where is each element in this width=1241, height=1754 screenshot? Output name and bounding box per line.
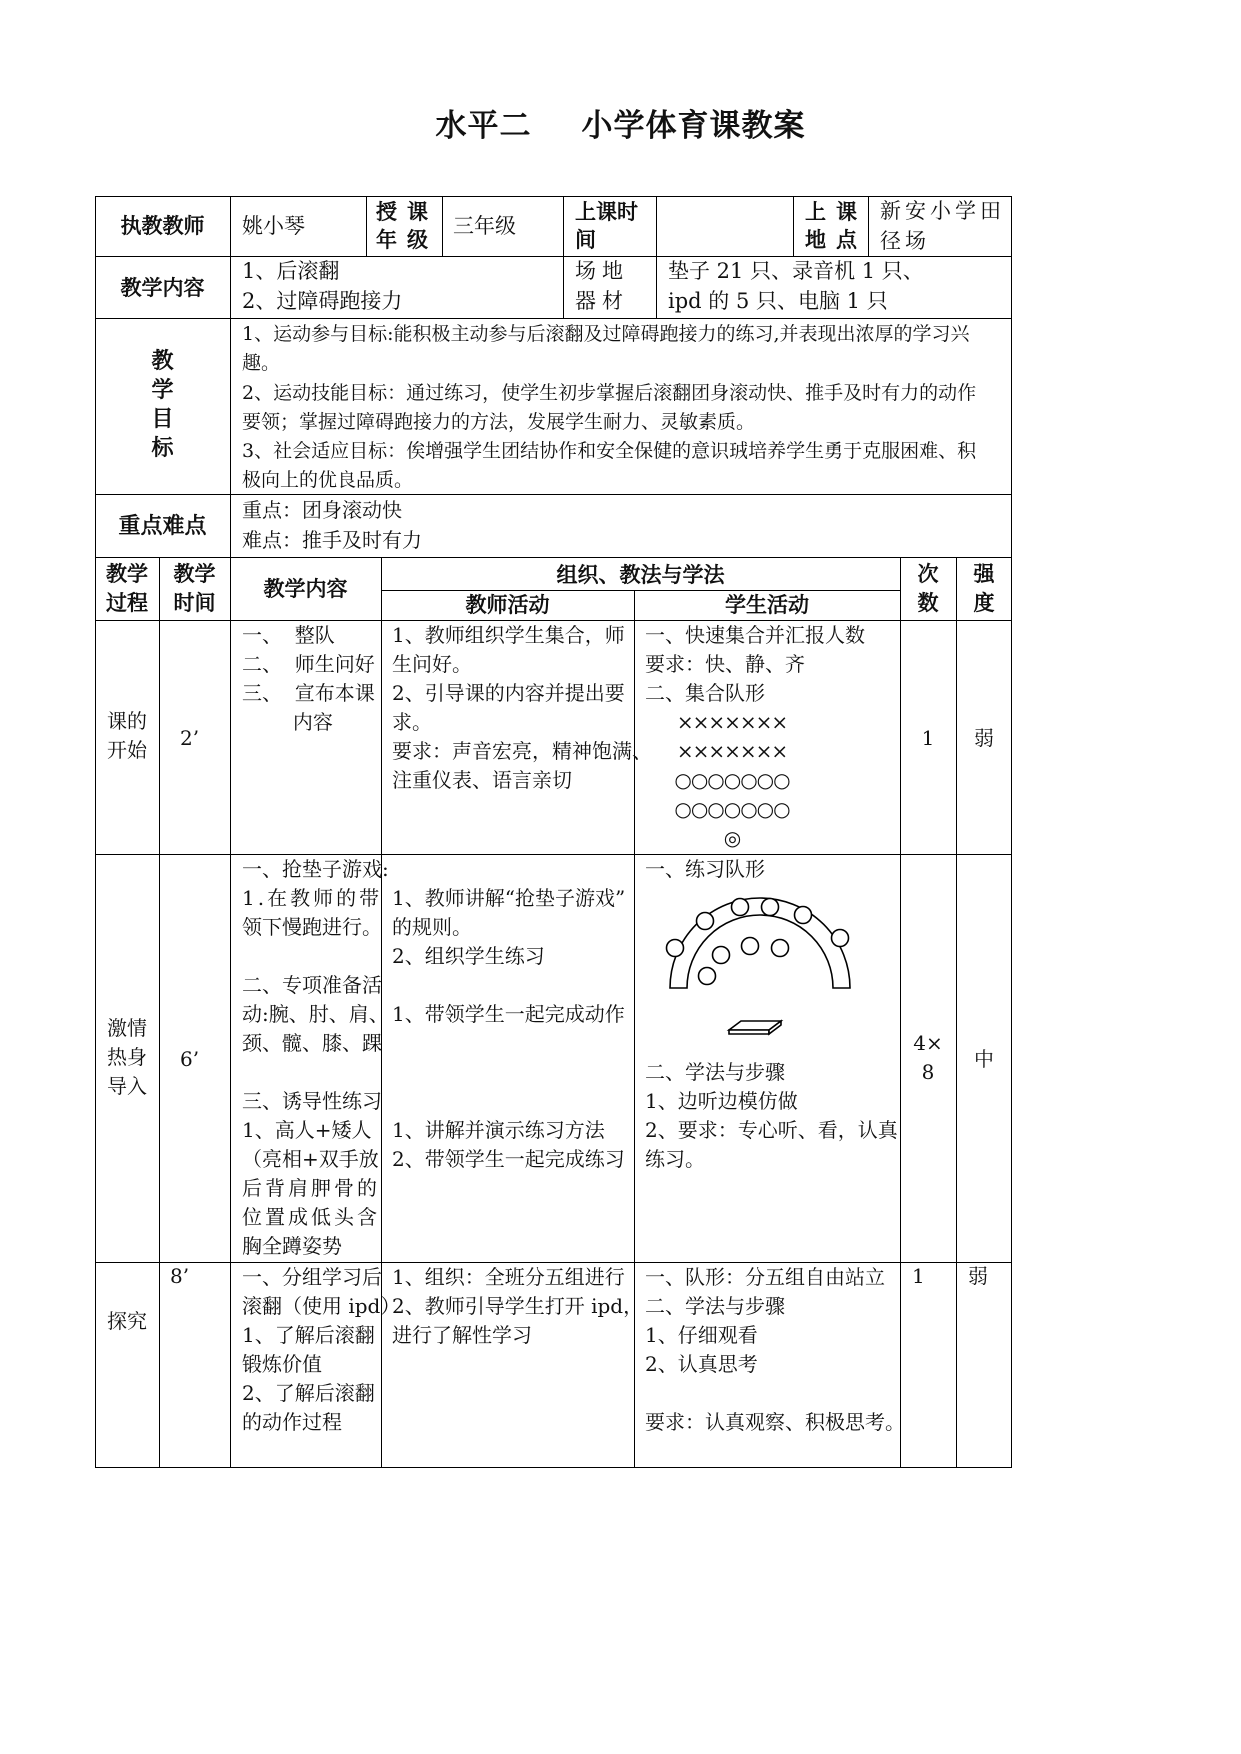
formation-diagram — [662, 708, 802, 853]
mat-side — [729, 1030, 769, 1034]
title-level: 水平二 — [435, 108, 532, 144]
col-divider — [868, 196, 869, 256]
header-time — [159, 560, 230, 618]
row2-content-line: （亮相+双手放 — [242, 1147, 379, 1171]
col-divider — [793, 196, 794, 256]
row1-student-line: 要求：快、静、齐 — [645, 652, 805, 676]
row3-time: 8’ — [170, 1264, 190, 1288]
col-divider — [230, 196, 231, 557]
formation-row-o: ○○○○○○○ — [674, 768, 790, 792]
key-line: 难点：推手及时有力 — [242, 528, 422, 552]
row2-intensity: 中 — [974, 1047, 994, 1071]
row1-teacher-line: 1、教师组织学生集合，师 — [392, 623, 625, 647]
row3-content-line: 滚翻（使用 ipd） — [242, 1294, 401, 1318]
row2-student-line: 1、边听边模仿做 — [645, 1089, 798, 1113]
row2-teacher-line: 2、带领学生一起完成练习 — [392, 1147, 625, 1171]
grade-label-text: 授课年级 — [376, 200, 438, 252]
row1-content-line: 内容 — [242, 710, 333, 734]
row3-student — [645, 1263, 905, 1437]
header-process-line: 教学 — [106, 562, 148, 586]
row2-student-bottom — [645, 1058, 898, 1174]
page-title — [0, 100, 1241, 145]
student-marker — [713, 947, 730, 964]
goal-line: 要领；掌握过障碍跑接力的方法，发展学生耐力、灵敏素质。 — [242, 410, 756, 433]
row3-teacher-line: 1、组织：全班分五组进行 — [392, 1265, 625, 1289]
row3-student-line: 二、学法与步骤 — [645, 1294, 785, 1318]
row1-student-line: 一、快速集合并汇报人数 — [645, 623, 865, 647]
header-time-line: 教学 — [173, 562, 216, 586]
teacher-value: 姚小琴 — [242, 214, 305, 238]
row1-content — [242, 621, 375, 737]
row-divider — [95, 557, 1012, 558]
row-divider — [95, 318, 1012, 319]
row1-count: 1 — [921, 726, 935, 750]
row2-content-line: 二、专项准备活 — [242, 973, 382, 997]
grade-value: 三年级 — [453, 214, 516, 238]
goals-label-char: 教 — [151, 349, 174, 374]
row2-content — [242, 855, 389, 1261]
goals-text — [242, 320, 976, 496]
row2-content-line: 1.在教师的带 — [242, 886, 383, 910]
goal-line: 2、运动技能目标：通过练习，使学生初步掌握后滚翻团身滚动快、推手及时有力的动作 — [242, 381, 977, 404]
row2-teacher-line — [392, 1058, 625, 1087]
col-divider — [159, 557, 160, 1468]
row1-content-line: 一、 整队 — [242, 623, 335, 647]
student-marker — [732, 899, 749, 916]
row2-content-line: 胸全蹲姿势 — [242, 1234, 342, 1258]
grade-label — [376, 198, 438, 254]
key-label: 重点难点 — [118, 514, 207, 539]
row3-student-line: 要求：认真观察、积极思考。 — [645, 1410, 905, 1434]
student-marker — [762, 899, 779, 916]
row2-student-line: 2、要求：专心听、看，认真 — [645, 1118, 898, 1142]
goals-label-char: 目 — [151, 407, 174, 432]
row2-student-top: 一、练习队形 — [645, 857, 765, 881]
row2-teacher-line: 2、组织学生练习 — [392, 944, 545, 968]
row2-student-line: 二、学法与步骤 — [645, 1060, 785, 1084]
place-value-text: 新安小学田径场 — [880, 199, 1005, 253]
header-time-line: 时间 — [173, 591, 216, 615]
content-line: 1、后滚翻 — [242, 259, 340, 283]
header-intensity-line: 强 — [973, 562, 995, 586]
row1-student — [645, 621, 865, 708]
row2-content-line: 动:腕、肘、肩、 — [242, 1002, 389, 1026]
header-student: 学生活动 — [725, 593, 809, 617]
row2-count-line: 4× — [913, 1031, 943, 1055]
content-label: 教学内容 — [120, 276, 205, 300]
row2-teacher-line: 1、教师讲解“抢垫子游戏” — [392, 886, 626, 910]
time-label-text: 上课时间 — [575, 200, 638, 252]
row3-student-line: 1、仔细观看 — [645, 1323, 758, 1347]
equipment-line: 垫子 21 只、录音机 1 只、 — [668, 259, 924, 283]
row2-count — [900, 1029, 956, 1087]
row2-teacher-line — [392, 971, 625, 1000]
row3-student-line: 一、队形：分五组自由站立 — [645, 1265, 885, 1289]
row1-teacher — [392, 621, 652, 795]
row1-intensity: 弱 — [974, 726, 994, 750]
row2-content-line — [242, 1058, 389, 1087]
row3-content-line: 1、了解后滚翻 — [242, 1323, 375, 1347]
row2-teacher-line — [392, 855, 625, 884]
row1-teacher-line: 生问好。 — [392, 652, 472, 676]
row3-content — [242, 1263, 400, 1437]
row2-content-line: 一、抢垫子游戏: — [242, 857, 389, 881]
place-value — [880, 196, 1005, 256]
row2-content-line: 后背肩胛骨的 — [242, 1176, 380, 1200]
row3-content-line: 一、分组学习后 — [242, 1265, 382, 1289]
row2-content-line: 颈、髋、膝、踝 — [242, 1031, 382, 1055]
goals-label-char: 标 — [151, 436, 174, 461]
goals-label — [95, 347, 230, 463]
row2-content-line: 领下慢跑进行。 — [242, 915, 382, 939]
row2-teacher-line: 的规则。 — [392, 915, 472, 939]
row2-content-line: 三、诱导性练习 — [242, 1089, 382, 1113]
row2-process-line: 导入 — [107, 1074, 147, 1098]
row3-content-line: 2、了解后滚翻 — [242, 1381, 375, 1405]
col-divider — [563, 196, 564, 318]
row1-process-line: 课的 — [107, 709, 147, 733]
formation-row-x: ××××××× — [676, 710, 788, 734]
row2-process-line: 热身 — [107, 1045, 147, 1069]
formation-row-o: ○○○○○○○ — [674, 797, 790, 821]
row3-content-line: 锻炼价值 — [242, 1352, 322, 1376]
row3-content-line: 的动作过程 — [242, 1410, 342, 1434]
goal-line: 3、社会适应目标：俟增强学生团结协作和安全保健的意识珬培养学生勇于克服困难、积 — [242, 440, 977, 463]
row2-student-line: 练习。 — [645, 1147, 705, 1171]
row1-student-line: 二、集合队形 — [645, 681, 765, 705]
equipment-line: ipd 的 5 只、电脑 1 只 — [668, 289, 888, 313]
row1-teacher-line: 求。 — [392, 710, 432, 734]
row2-process — [95, 1014, 159, 1101]
header-intensity — [956, 560, 1012, 618]
header-process-line: 过程 — [106, 591, 148, 615]
student-marker — [832, 930, 849, 947]
row2-content-line: 位置成低头含 — [242, 1205, 380, 1229]
goal-line: 趣。 — [242, 352, 281, 375]
row1-teacher-line: 要求：声音宏亮，精神饱满、 — [392, 739, 652, 763]
place-label — [805, 198, 867, 254]
formation-teacher-mark: ◎ — [723, 826, 741, 850]
header-content: 教学内容 — [263, 577, 348, 601]
teacher-label: 执教教师 — [120, 214, 205, 238]
row3-teacher-line: 进行了解性学习 — [392, 1323, 532, 1347]
row2-teacher-line — [392, 1029, 625, 1058]
row3-count: 1 — [912, 1264, 925, 1288]
header-teacher: 教师活动 — [465, 593, 550, 617]
row3-teacher — [392, 1263, 643, 1350]
row3-teacher-line: 2、教师引导学生打开 ipd， — [392, 1294, 644, 1318]
row1-time: 2’ — [180, 726, 200, 750]
header-org: 组织、教法与学法 — [556, 563, 725, 587]
header-intensity-line: 度 — [973, 591, 995, 615]
header-count-line: 数 — [917, 591, 939, 615]
time-label — [575, 198, 655, 254]
header-count — [900, 560, 956, 618]
key-line: 重点：团身滚动快 — [242, 498, 402, 522]
row1-teacher-line: 注重仪表、语言亲切 — [392, 768, 572, 792]
student-marker — [697, 913, 714, 930]
equipment-label-text: 场地器材 — [575, 259, 629, 313]
row1-process-line: 开始 — [107, 738, 147, 762]
formation-row-x: ××××××× — [676, 739, 788, 763]
goals-label-char: 学 — [151, 378, 174, 403]
col-divider — [956, 557, 957, 1468]
col-divider — [442, 196, 443, 256]
row3-process: 探究 — [107, 1309, 147, 1333]
col-divider — [230, 557, 231, 1468]
row2-teacher — [392, 855, 625, 1174]
row2-count-line: 8 — [921, 1060, 935, 1084]
row2-teacher-line: 1、讲解并演示练习方法 — [392, 1118, 605, 1142]
student-marker — [699, 968, 716, 985]
col-divider — [366, 196, 367, 256]
row1-content-line: 三、 宣布本课 — [242, 681, 375, 705]
goal-line: 1、运动参与目标:能积极主动参与后滚翻及过障碍跑接力的练习,并表现出浓厚的学习兴 — [242, 323, 970, 345]
content-line: 2、过障碍跑接力 — [242, 289, 403, 313]
row2-teacher-line: 1、带领学生一起完成动作 — [392, 1002, 625, 1026]
row1-teacher-line: 2、引导课的内容并提出要 — [392, 681, 625, 705]
row2-process-line: 激情 — [107, 1016, 147, 1040]
equipment-label — [575, 256, 653, 316]
goal-line: 极向上的优良品质。 — [242, 469, 414, 492]
row1-process — [95, 707, 159, 765]
student-marker — [795, 907, 812, 924]
row2-teacher-line — [392, 1087, 625, 1116]
row2-time: 6’ — [180, 1047, 200, 1071]
header-process — [95, 560, 159, 618]
student-marker — [667, 940, 684, 957]
header-count-line: 次 — [917, 562, 939, 586]
col-divider — [656, 196, 657, 318]
title-name: 小学体育课教案 — [581, 108, 806, 144]
row3-student-line — [645, 1379, 905, 1408]
row1-content-line: 二、 师生问好 — [242, 652, 375, 676]
student-marker — [742, 938, 759, 955]
row2-content-line — [242, 942, 389, 971]
row2-content-line: 1、高人+矮人 — [242, 1118, 372, 1142]
student-marker — [772, 940, 789, 957]
practice-formation-diagram — [655, 893, 865, 1043]
place-label-text: 上课地点 — [805, 200, 867, 252]
semicircle-track — [670, 898, 850, 988]
row3-intensity: 弱 — [968, 1264, 988, 1288]
row3-student-line: 2、认真思考 — [645, 1352, 758, 1376]
